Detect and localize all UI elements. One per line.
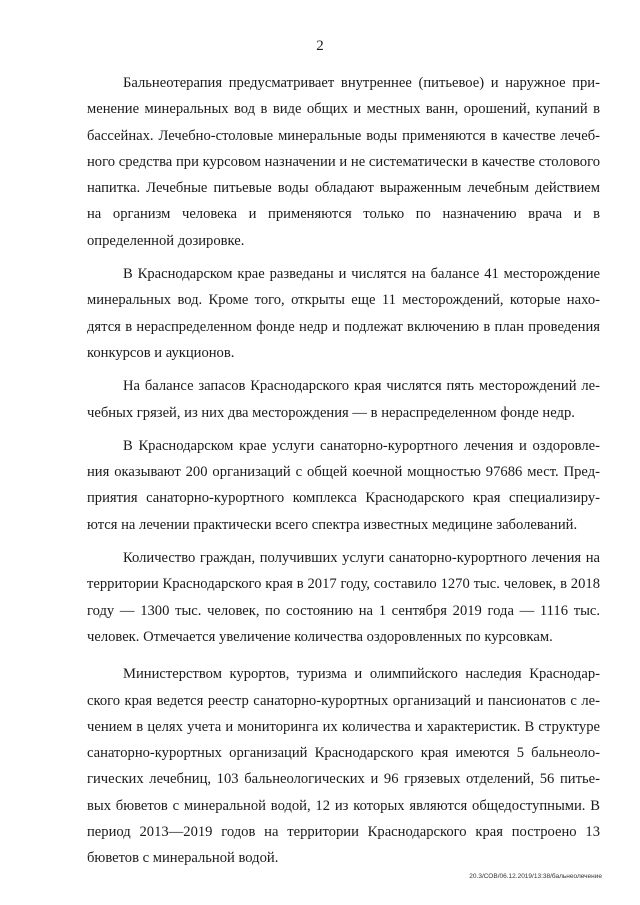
paragraph-sanatorium-organizations: В Краснодарском крае услуги санаторно-курортного лечения и оздоровления оказывают 200 организаций с общей коечной мощностью 97686 мест. Предприятия санаторно-курортного комплекса Краснодарского края специализируются на лечении практически всего спектра известных медицине заболеваний. [87, 437, 600, 533]
paragraph-citizens-count: Количество граждан, получивших услуги санаторно-курортного лечения на территории Краснодарского края в 2017 году, составило 1270 тыс. человек, в 2018 году — 1300 тыс. человек, по состоянию на 1 сентября 2019 года — 1116 тыс. человек. Отмечается увеличение количества оздоровленных по курсовкам. [87, 550, 600, 645]
paragraph-ministry-registry: Министерством курортов, туризма и олимпийского наследия Краснодарского края ведется реестр санаторно-курортных организаций и пансионатов с лечением в целях учета и мониторинга их количества и характеристик. В структуре санаторно-курортных организаций Краснодарского края имеются 5 бальнеологических лечебниц, 103 бальнеологических и 96 грязевых отделений, 56 питьевых бюветов с минеральной водой, 12 из которых являются общедоступными. В период 2013—2019 годов на территории Краснодарского края построено 13 бюветов с минеральной водой. [87, 666, 600, 867]
paragraph-balneotherapy: Бальнеотерапия предусматривает внутреннее (питьевое) и наружное применение минеральных вод в виде общих и местных ванн, орошений, купаний в бассейнах. Лечебно-столовые минеральные воды применяются в качестве лечебного средства при курсовом назначении и не систематически в качестве столового напитка. Лечебные питьевые воды обладают выраженным лечебным действием на организм человека и применяются только по назначению врача и в определенной дозировке. [87, 75, 600, 249]
paragraph-mineral-water-deposits: В Краснодарском крае разведаны и числятся на балансе 41 месторождение минеральных вод. Кроме того, открыты еще 11 месторождений, которые находятся в нераспределенном фонде недр и подлежат включению в план проведения конкурсов и аукционов. [87, 266, 600, 361]
paragraph-mud-deposits: На балансе запасов Краснодарского края числятся пять месторождений лечебных грязей, из них два месторождения — в нераспределенном фонде недр. [87, 378, 600, 421]
footer-file-stamp: 20.3/СОВ/06.12.2019/13:38/бальнеолечение [469, 873, 602, 880]
page-number: 2 [316, 38, 324, 54]
document-body [87, 70, 600, 872]
